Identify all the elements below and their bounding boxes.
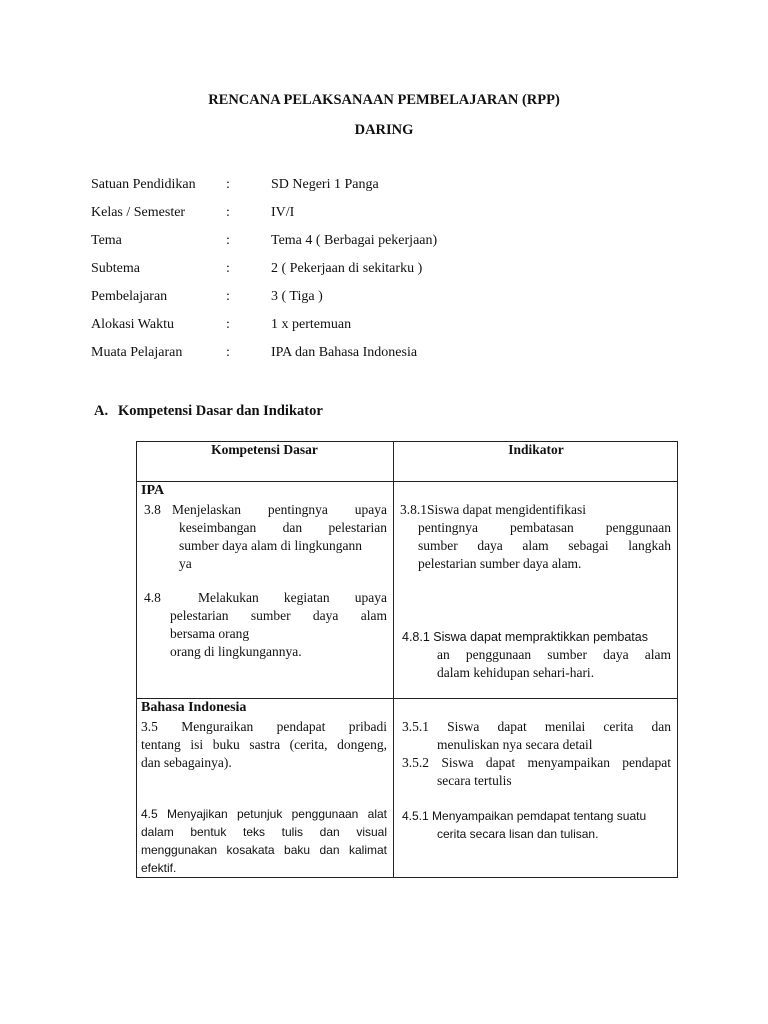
section-title: Kompetensi Dasar dan Indikator xyxy=(118,403,323,419)
info-label: Subtema xyxy=(91,261,140,276)
kd-text-line: 4.5 Menyajikan petunjuk penggunaan alat xyxy=(141,807,387,821)
indicator-text-line: menuliskan nya secara detail xyxy=(437,737,593,752)
info-colon: : xyxy=(226,261,230,276)
document-title: RENCANA PELAKSANAAN PEMBELAJARAN (RPP) xyxy=(208,92,560,108)
kd-text-line: 3.5 Menguraikan pendapat pribadi xyxy=(141,719,387,734)
indicator-text-line: an penggunaan sumber daya alam xyxy=(437,647,671,662)
header-indikator: Indikator xyxy=(508,442,564,457)
indicator-text-line: pentingnya pembatasan penggunaan xyxy=(418,520,671,535)
info-value: 1 x pertemuan xyxy=(271,317,352,332)
info-label: Tema xyxy=(91,233,122,248)
info-value: Tema 4 ( Berbagai pekerjaan) xyxy=(271,233,438,248)
section-letter: A. xyxy=(94,403,109,419)
info-label: Alokasi Waktu xyxy=(91,317,174,332)
indicator-text-line: 3.5.1 Siswa dapat menilai cerita dan xyxy=(402,719,671,734)
indicator-text-line: 4.8.1 Siswa dapat mempraktikkan pembatas xyxy=(402,630,648,644)
table-border-bottom xyxy=(136,877,678,878)
kd-text-line: Menjelaskan pentingnya upaya xyxy=(172,502,387,517)
info-label: Muata Pelajaran xyxy=(91,345,183,360)
kd-number: 4.8 xyxy=(144,590,161,605)
indicator-text-line: dalam kehidupan sehari-hari. xyxy=(437,665,595,680)
kd-text-line: efektif. xyxy=(141,861,177,875)
info-label: Kelas / Semester xyxy=(91,205,186,220)
kd-text-line: dan sebagainya). xyxy=(141,755,232,770)
document-subtitle: DARING xyxy=(354,122,414,138)
info-colon: : xyxy=(226,177,230,192)
info-colon: : xyxy=(226,345,230,360)
indicator-text-line: 3.5.2 Siswa dapat menyampaikan pendapat xyxy=(402,755,671,770)
info-colon: : xyxy=(226,317,230,332)
info-label: Pembelajaran xyxy=(91,289,168,304)
info-value: SD Negeri 1 Panga xyxy=(271,177,379,192)
section-heading-a xyxy=(94,403,323,420)
kd-text-line: sumber daya alam di lingkungann xyxy=(179,538,362,553)
info-value: 2 ( Pekerjaan di sekitarku ) xyxy=(271,261,423,276)
indicator-text-line: 3.8.1Siswa dapat mengidentifikasi xyxy=(400,502,586,517)
table-border-right xyxy=(677,441,678,878)
indicator-text-line: 4.5.1 Menyampaikan pemdapat tentang suatu xyxy=(402,809,647,823)
competency-table xyxy=(136,441,678,878)
kd-text-line: menggunakan kosakata baku dan kalimat xyxy=(141,843,387,857)
kd-number: 3.8 xyxy=(144,502,161,517)
indicator-text-line: sumber daya alam sebagai langkah xyxy=(418,538,671,553)
table-border-left xyxy=(136,441,137,878)
kd-text-line: pelestarian sumber daya alam xyxy=(170,608,387,623)
info-label: Satuan Pendidikan xyxy=(91,177,196,192)
table-header-divider xyxy=(136,481,678,482)
info-colon: : xyxy=(226,233,230,248)
info-value: IPA dan Bahasa Indonesia xyxy=(271,345,418,360)
kd-text-line: dalam bentuk teks tulis dan visual xyxy=(141,825,387,839)
kd-text-line: ya xyxy=(179,556,192,571)
indicator-text-line: pelestarian sumber daya alam. xyxy=(418,556,582,571)
info-colon: : xyxy=(226,205,230,220)
indicator-text-line: secara tertulis xyxy=(437,773,512,788)
kd-text-line: bersama orang xyxy=(170,626,250,641)
kd-text-line: Melakukan kegiatan upaya xyxy=(198,590,387,605)
header-kompetensi-dasar: Kompetensi Dasar xyxy=(211,442,318,457)
info-value: IV/I xyxy=(271,205,295,220)
kd-text-line: tentang isi buku sastra (cerita, dongeng, xyxy=(141,737,387,752)
indicator-text-line: cerita secara lisan dan tulisan. xyxy=(437,827,599,841)
subject-bahasa-indonesia: Bahasa Indonesia xyxy=(141,700,247,715)
kd-text-line: keseimbangan dan pelestarian xyxy=(179,520,387,535)
info-colon: : xyxy=(226,289,230,304)
kd-text-line: orang di lingkungannya. xyxy=(170,644,302,659)
table-column-divider xyxy=(393,441,394,878)
subject-ipa: IPA xyxy=(141,483,165,498)
info-value: 3 ( Tiga ) xyxy=(271,289,323,304)
